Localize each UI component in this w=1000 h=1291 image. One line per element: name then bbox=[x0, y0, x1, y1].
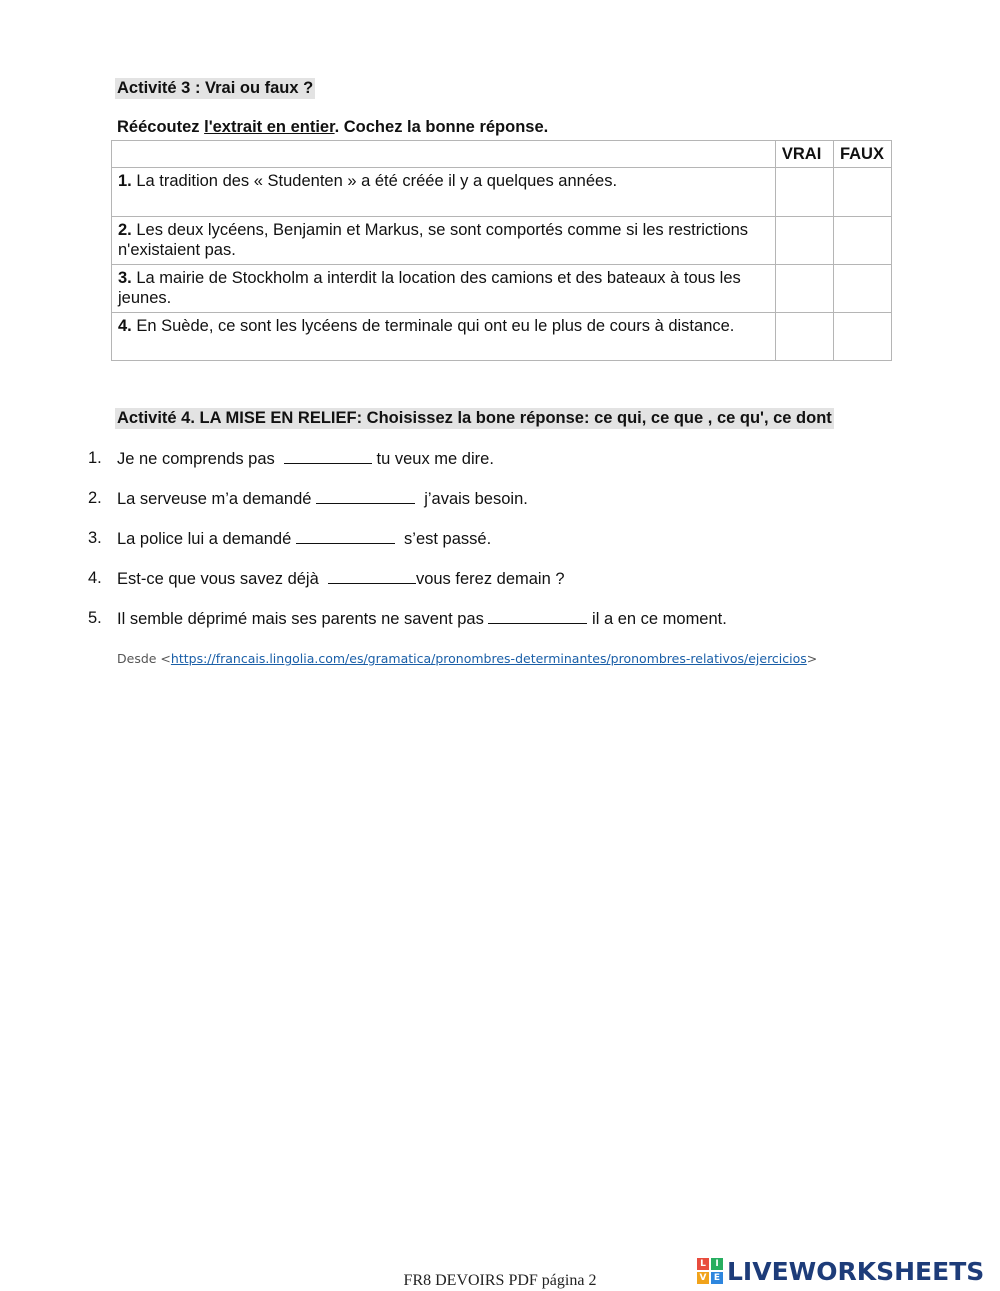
table-row bbox=[112, 168, 892, 217]
item-text-after: tu veux me dire. bbox=[371, 450, 494, 468]
table-row bbox=[112, 217, 892, 265]
source-prefix: Desde < bbox=[117, 651, 171, 666]
table-row bbox=[112, 313, 892, 361]
statement-text: La mairie de Stockholm a interdit la location des camions et des bateaux à tous les jeunes. bbox=[118, 269, 741, 307]
true-false-table bbox=[111, 140, 892, 361]
answer-vrai-cell[interactable] bbox=[775, 217, 833, 265]
item-text-before: La serveuse m’a demandé bbox=[117, 490, 317, 508]
answer-blank[interactable] bbox=[328, 568, 416, 584]
activity3-instruction bbox=[117, 118, 548, 137]
answer-faux-cell[interactable] bbox=[833, 265, 891, 313]
statement-number: 3. bbox=[118, 269, 132, 287]
header-empty bbox=[112, 141, 776, 168]
source-suffix: > bbox=[806, 651, 818, 666]
logo-blocks-icon bbox=[697, 1258, 723, 1284]
statement-text: Les deux lycéens, Benjamin et Markus, se sont comportés comme si les restrictions n'existaient pas. bbox=[118, 221, 749, 259]
liveworksheets-logo bbox=[697, 1255, 984, 1287]
instruction-text: Réécoutez bbox=[117, 118, 205, 136]
item-number: 3. bbox=[88, 529, 102, 547]
item-text-after: il a en ce moment. bbox=[587, 610, 727, 628]
item-text-before: Il semble déprimé mais ses parents ne savent pas bbox=[117, 610, 489, 628]
answer-faux-cell[interactable] bbox=[833, 313, 891, 361]
answer-blank[interactable] bbox=[296, 528, 395, 544]
logo-letter: E bbox=[711, 1272, 723, 1284]
statement-cell bbox=[112, 313, 776, 361]
source-link[interactable]: https://francais.lingolia.com/es/gramatica/pronombres-determinantes/pronombres-relativos/ejercicios bbox=[170, 651, 807, 666]
item-number: 4. bbox=[88, 569, 102, 587]
answer-vrai-cell[interactable] bbox=[775, 265, 833, 313]
item-text-after: j’avais besoin. bbox=[415, 490, 528, 508]
logo-letter: V bbox=[697, 1272, 709, 1284]
item-text-after: s’est passé. bbox=[394, 530, 492, 548]
logo-text: LIVEWORKSHEETS bbox=[727, 1256, 985, 1286]
logo-letter: I bbox=[711, 1258, 723, 1270]
header-vrai: VRAI bbox=[775, 141, 833, 168]
item-text-after: vous ferez demain ? bbox=[415, 570, 565, 588]
item-text-before: La police lui a demandé bbox=[117, 530, 296, 548]
table-row bbox=[112, 265, 892, 313]
activity4-title: Activité 4. LA MISE EN RELIEF: Choisissez la bone réponse: ce qui, ce que , ce qu', ce dont bbox=[117, 409, 832, 427]
answer-blank[interactable] bbox=[488, 608, 587, 624]
instruction-text-end: . Cochez la bonne réponse. bbox=[334, 118, 549, 136]
source-citation bbox=[117, 651, 817, 666]
answer-blank[interactable] bbox=[284, 448, 372, 464]
answer-vrai-cell[interactable] bbox=[775, 168, 833, 217]
statement-cell bbox=[112, 168, 776, 217]
item-text-before: Est-ce que vous savez déjà bbox=[117, 570, 328, 588]
answer-vrai-cell[interactable] bbox=[775, 313, 833, 361]
statement-number: 4. bbox=[118, 317, 132, 335]
statement-cell bbox=[112, 217, 776, 265]
header-faux: FAUX bbox=[833, 141, 891, 168]
statement-text: La tradition des « Studenten » a été créée il y a quelques années. bbox=[131, 172, 618, 190]
statement-number: 2. bbox=[118, 221, 132, 239]
instruction-underlined: l'extrait en entier bbox=[204, 118, 335, 136]
statement-number: 1. bbox=[118, 172, 132, 190]
item-number: 5. bbox=[88, 609, 102, 627]
answer-faux-cell[interactable] bbox=[833, 217, 891, 265]
item-text-before: Je ne comprends pas bbox=[117, 450, 284, 468]
item-number: 2. bbox=[88, 489, 102, 507]
answer-faux-cell[interactable] bbox=[833, 168, 891, 217]
item-number: 1. bbox=[88, 449, 102, 467]
logo-letter: L bbox=[697, 1258, 709, 1270]
page-footer: FR8 DEVOIRS PDF página 2 bbox=[403, 1272, 597, 1289]
table-header-row bbox=[112, 141, 892, 168]
answer-blank[interactable] bbox=[316, 488, 415, 504]
statement-text: En Suède, ce sont les lycéens de terminale qui ont eu le plus de cours à distance. bbox=[131, 317, 735, 335]
activity3-title: Activité 3 : Vrai ou faux ? bbox=[117, 79, 314, 97]
statement-cell bbox=[112, 265, 776, 313]
